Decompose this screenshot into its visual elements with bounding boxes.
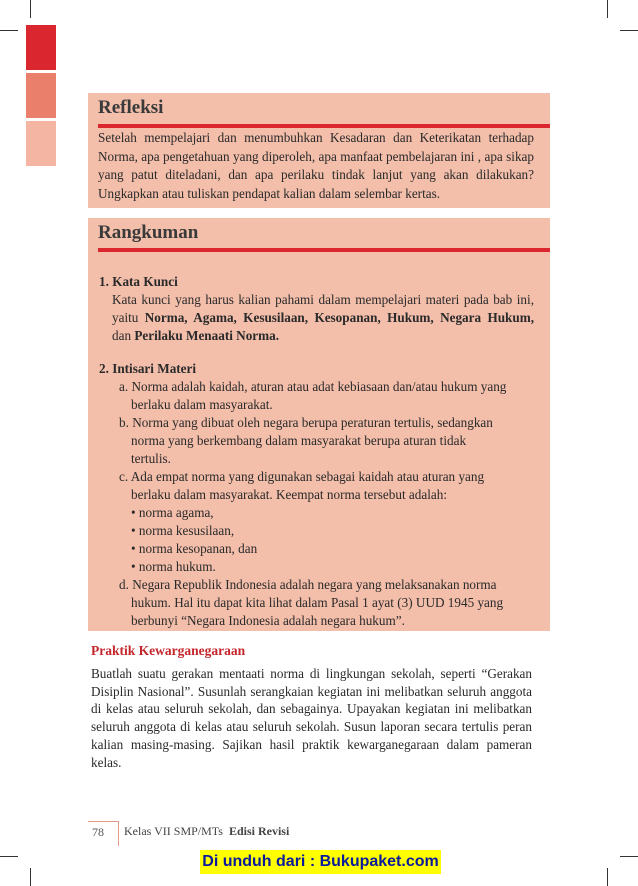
intisari-line: d. Negara Republik Indonesia adalah negara yang melaksanakan norma: [119, 577, 497, 592]
footer-book-title: [124, 824, 289, 839]
crop-mark: [0, 856, 18, 857]
footer-edition: Edisi Revisi: [228, 824, 290, 838]
crop-mark: [620, 856, 638, 857]
refleksi-box: [88, 93, 550, 208]
crop-mark: [607, 0, 608, 18]
intisari-line: a. Norma adalah kaidah, aturan atau adat kebiasaan dan/atau hukum yang: [119, 379, 507, 394]
intisari-bullet: • norma agama,: [131, 505, 214, 520]
kata-kunci-last: Perilaku Menaati Norma.: [134, 328, 280, 343]
intisari-line: tertulis.: [131, 451, 171, 466]
intisari-bullet: • norma kesopanan, dan: [131, 541, 258, 556]
refleksi-rule: [98, 124, 550, 128]
intisari-line: norma yang berkembang dalam masyarakat berupa aturan tidak: [131, 433, 467, 448]
intisari-line: c. Ada empat norma yang digunakan sebagai kaidah atau aturan yang: [119, 469, 485, 484]
rangkuman-title: Rangkuman: [98, 222, 199, 243]
crop-mark: [30, 868, 31, 886]
refleksi-text: Setelah mempelajari dan menumbuhkan Kesadaran dan Keterikatan terhadap Norma, apa pengetahuan yang diperoleh, apa manfaat pembelajaran ini , apa sikap yang patut diteladani, dan apa perilaku tindak lanjut yang akan dilakukan? Ungkapkan atau tuliskan pendapat kalian dalam selembar kertas.: [98, 130, 534, 201]
intisari-line: hukum. Hal itu dapat kita lihat dalam Pasal 1 ayat (3) UUD 1945 yang: [131, 595, 504, 610]
kata-kunci-heading: 1. Kata Kunci: [99, 274, 178, 289]
praktik-text: Buatlah suatu gerakan mentaati norma di lingkungan sekolah, seperti “Gerakan Disiplin Nasional”. Susunlah serangkaian kegiatan ini melibatkan seluruh anggota di kelas atau seluruh sekolah, dan sebagainya. Upayakan kegiatan ini melibatkan seluruh anggota di kelas atau seluruh sekolah. Susun laporan secara tertulis peran kalian masing-masing. Sajikan hasil praktik kewarganegaraan dalam pameran kelas.: [91, 666, 532, 770]
page-number: 78: [92, 825, 104, 839]
download-watermark[interactable]: Di unduh dari : Bukupaket.com: [200, 850, 441, 874]
chapter-tab-salmon: [26, 73, 56, 118]
intisari-bullet: • norma hukum.: [131, 559, 216, 574]
crop-mark: [0, 30, 18, 31]
intisari-line: berbunyi “Negara Indonesia adalah negara hukum”.: [131, 613, 405, 628]
praktik-title: Praktik Kewarganegaraan: [91, 643, 246, 658]
crop-mark: [620, 30, 638, 31]
refleksi-title: Refleksi: [98, 97, 164, 118]
intisari-line: b. Norma yang dibuat oleh negara berupa peraturan tertulis, sedangkan: [119, 415, 493, 430]
rangkuman-box: [88, 218, 550, 631]
intisari-bullet: • norma kesusilaan,: [131, 523, 235, 538]
kata-kunci-connector: dan: [112, 328, 135, 343]
intisari-heading: 2. Intisari Materi: [99, 361, 197, 376]
chapter-tab-red: [26, 25, 56, 70]
footer-book: Kelas VII SMP/MTs: [124, 824, 223, 838]
intisari-line: berlaku dalam masyarakat.: [131, 397, 273, 412]
rangkuman-rule: [98, 248, 550, 252]
kata-kunci-intro: Kata kunci yang harus kalian pahami dalam mempelajari materi pada bab ini, yaitu: [112, 292, 534, 325]
kata-kunci-text: [112, 291, 534, 345]
crop-mark: [607, 868, 608, 886]
intisari-line: berlaku dalam masyarakat. Keempat norma tersebut adalah:: [131, 487, 447, 502]
page-number-box: [88, 821, 119, 846]
chapter-tab-pink: [26, 121, 56, 166]
crop-mark: [30, 0, 31, 18]
kata-kunci-keywords: Norma, Agama, Kesusilaan, Kesopanan, Hukum, Negara Hukum,: [144, 310, 534, 325]
